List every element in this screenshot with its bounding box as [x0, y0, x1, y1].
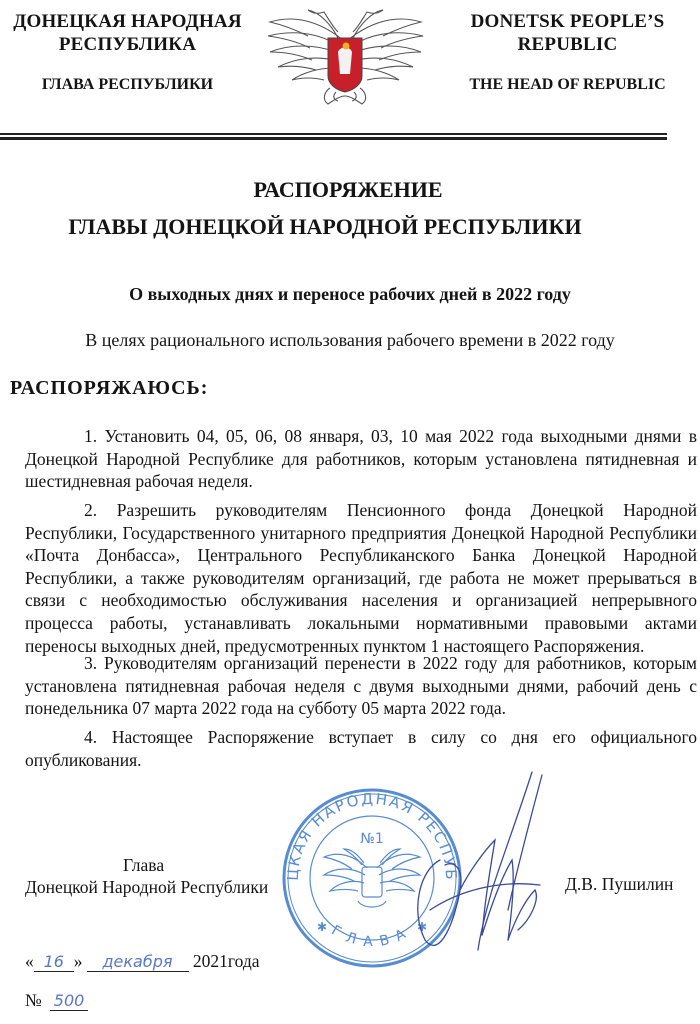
signatory-name: Д.В. Пушилин [565, 874, 674, 894]
document-number-line [25, 990, 88, 1011]
header-left-subtitle: ГЛАВА РЕСПУБЛИКИ [41, 76, 214, 93]
document-preamble: В целях рационального использования рабочего времени в 2022 году [85, 330, 615, 350]
seal-center-number: №1 [360, 831, 384, 847]
paragraph-2: 2. Разрешить руководителям Пенсионного фонда Донецкой Народной Республики, Государственного унитарного предприятия Донецкой Народной Республики «Почта Донбасса», Центрального Республиканского Банка Донецкой Народной Республики, а также руководителям организаций, где работа не может прерываться в связи с необходимостью обслуживания населения и организацией непрерывного процесса работы, устанавливать локальными нормативными правовыми актами переносы выходных дней, предусмотренных пунктом 1 настоящего Распоряжения. [25, 500, 697, 656]
document-title-line2: ГЛАВЫ ДОНЕЦКОЙ НАРОДНОЙ РЕСПУБЛИКИ [68, 214, 582, 239]
document-number: 500 [50, 992, 88, 1011]
seal-star-left-icon: ✱ [317, 920, 328, 934]
handwritten-signature [400, 770, 550, 970]
seal-ring-text-bottom: ГЛАВА [328, 922, 416, 951]
date-day: 16 [34, 953, 74, 972]
date-line [25, 951, 260, 972]
seal-ring-text-top: ЦКАЯ НАРОДНАЯ РЕСПУБ [283, 789, 461, 882]
document-title-line1: РАСПОРЯЖЕНИЕ [253, 177, 443, 202]
signatory-position-line2: Донецкой Народной Республики [25, 877, 269, 897]
date-month: декабря [87, 953, 189, 972]
paragraph-1: 1. Установить 04, 05, 06, 08 января, 03, 10 мая 2022 года выходными днями в Донецкой Народной Республике для работников, которым установлена пятидневная и шестидневная рабочая неделя. [25, 426, 697, 492]
paragraph-3: 3. Руководителям организаций перенести в 2022 году для работников, которым установлена пятидневная рабочая неделя с двумя выходными днями, рабочий день с понедельника 07 марта 2022 года на субботу 05 марта 2022 года. [25, 653, 697, 719]
document-subject: О выходных днях и переносе рабочих дней в 2022 году [129, 284, 571, 304]
paragraph-4: 4. Настоящее Распоряжение вступает в силу со дня его официального опубликования. [25, 727, 697, 770]
header-left-title: ДОНЕЦКАЯ НАРОДНАЯ РЕСПУБЛИКА [13, 11, 242, 55]
date-year: 2021года [192, 951, 260, 971]
seal-star-right-icon: ✱ [417, 920, 428, 934]
double-headed-eagle-icon [258, 0, 433, 110]
signatory-position-line1: Глава [123, 855, 165, 875]
date-close-quote: » [73, 951, 83, 971]
date-open-quote: « [25, 951, 34, 971]
header-divider-top [0, 133, 667, 135]
header-right-subtitle: THE HEAD OF REPUBLIC [469, 76, 666, 93]
header-divider-bottom [0, 137, 667, 140]
order-word: РАСПОРЯЖАЮСЬ: [10, 377, 209, 399]
header-right-title: DONETSK PEOPLE’S REPUBLIC [470, 11, 665, 55]
number-label: № [25, 990, 42, 1010]
